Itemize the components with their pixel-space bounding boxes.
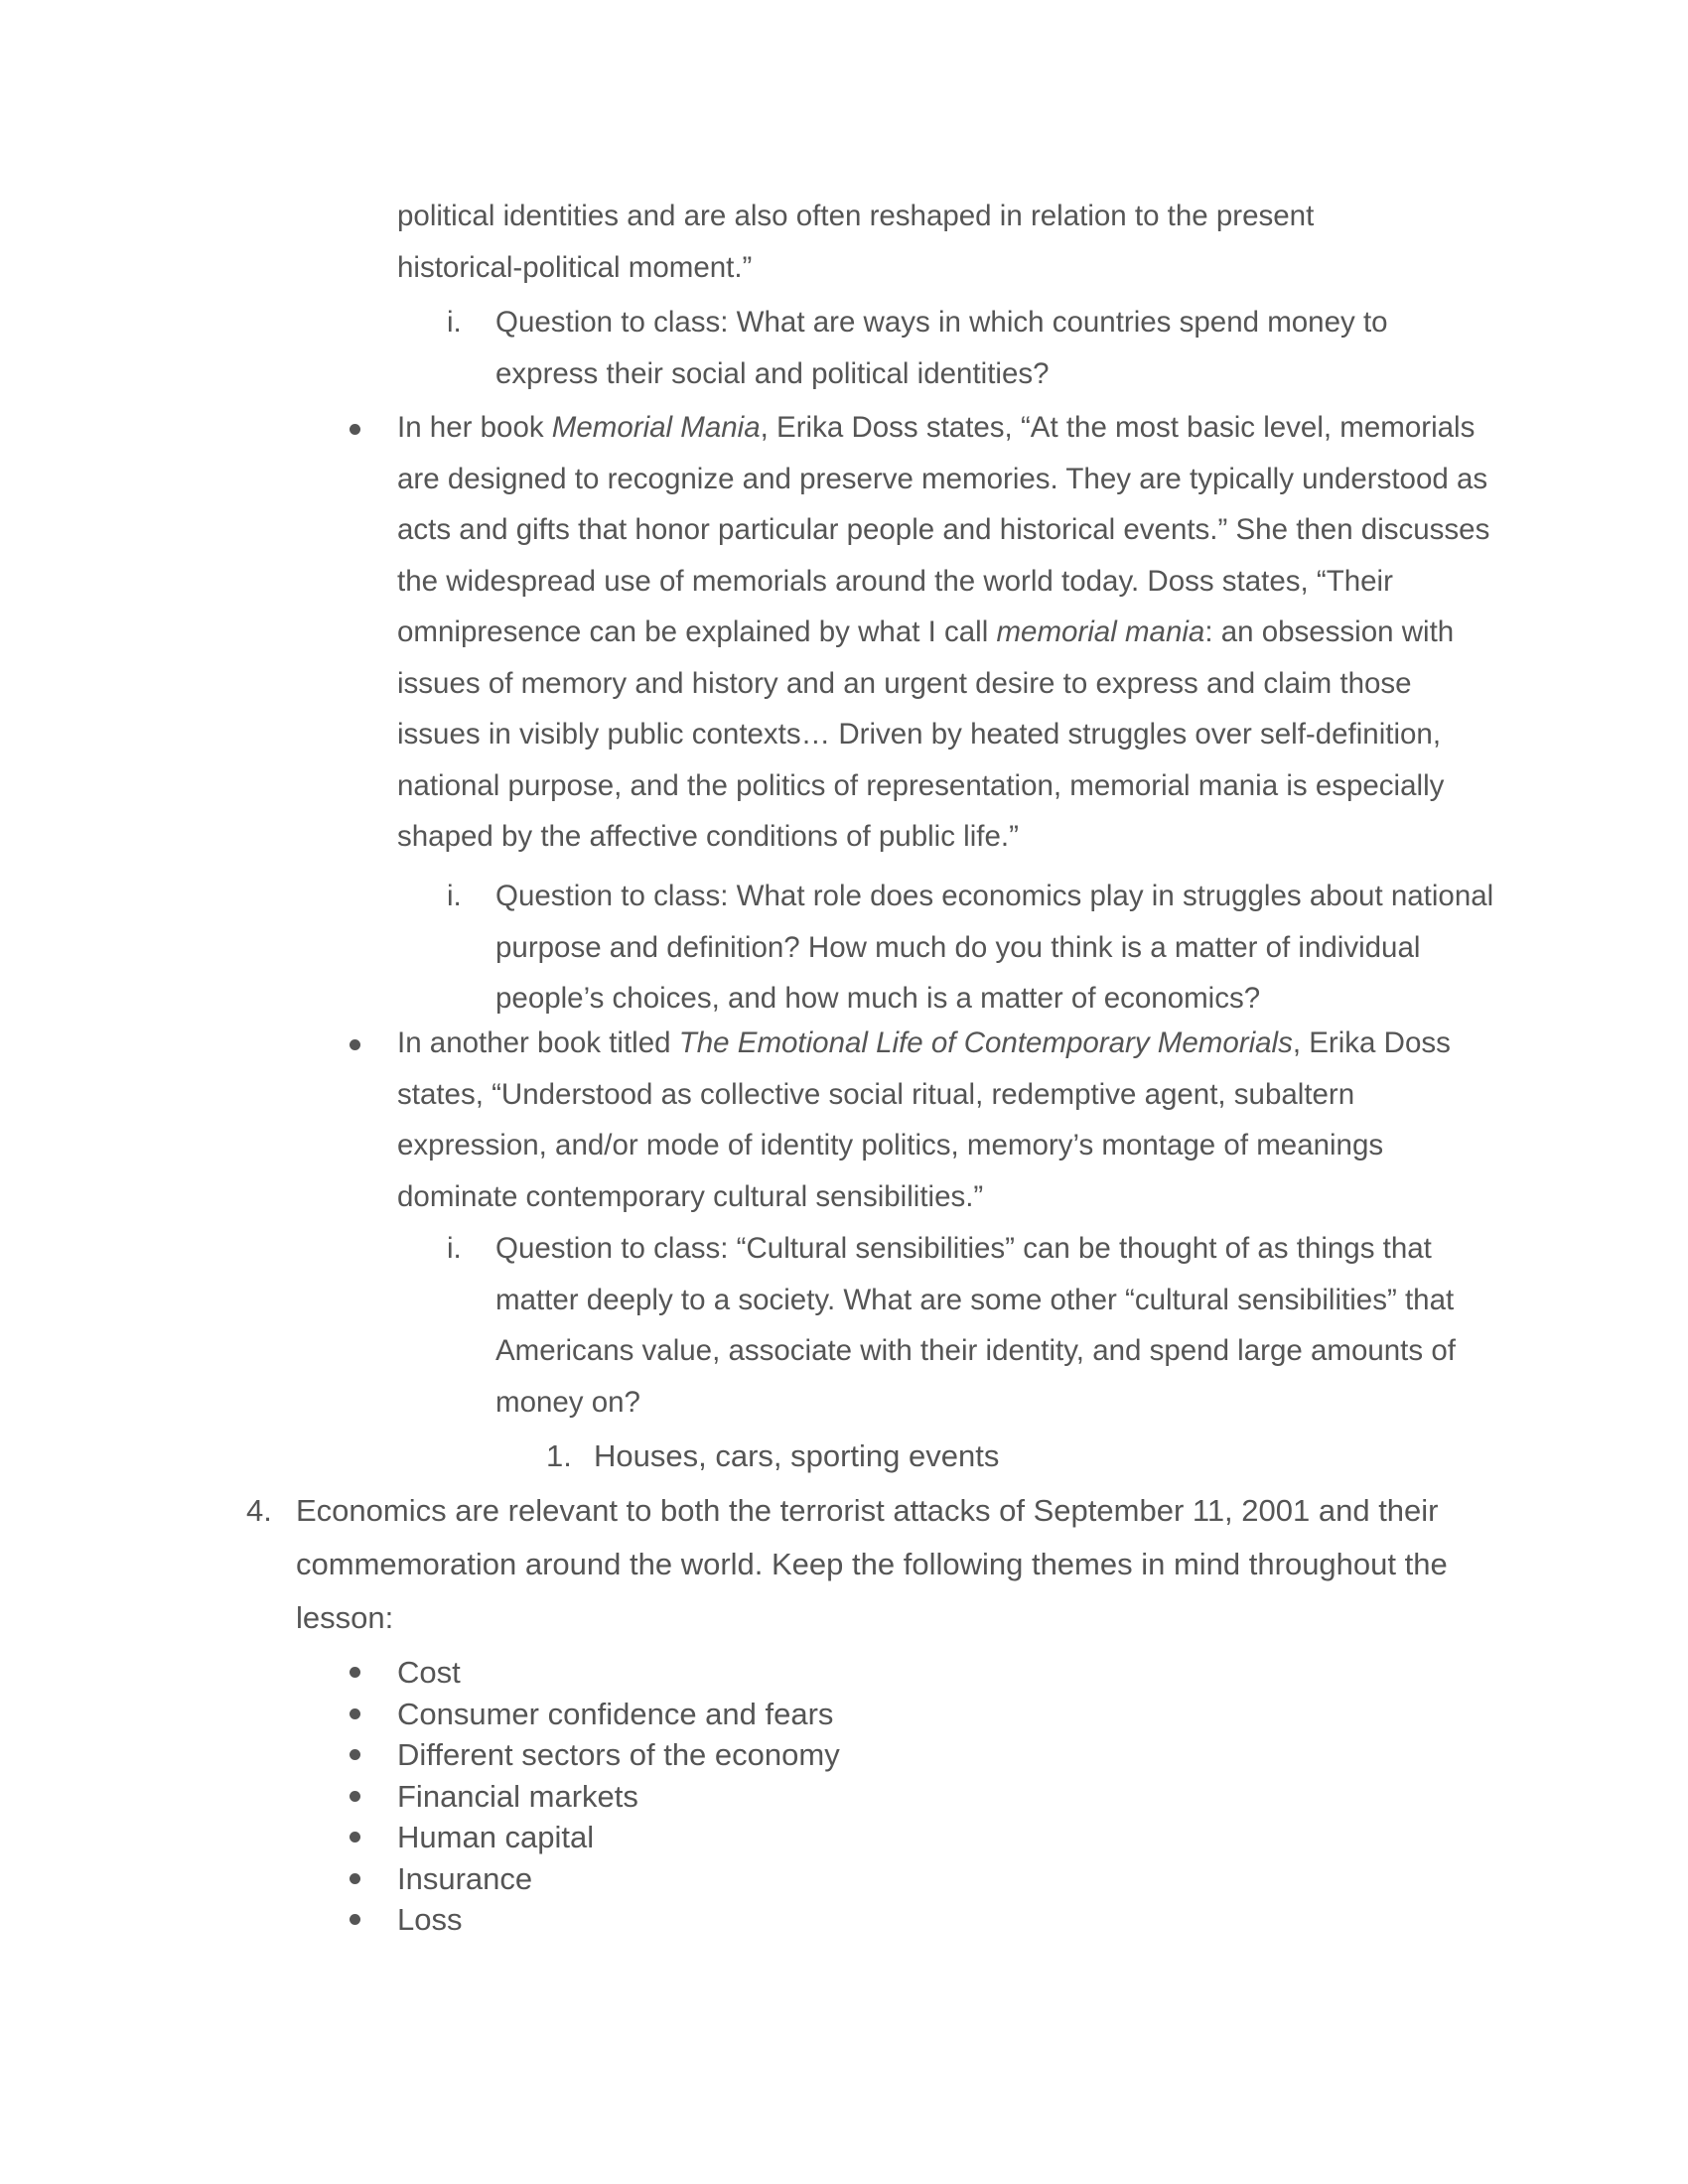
list-marker-number: 1. [546, 1438, 572, 1473]
bullet-memorial-mania [397, 402, 1489, 863]
bullet-icon [350, 1791, 360, 1802]
text-run: , Erika Doss states, “At the most basic level, memorials [760, 411, 1476, 444]
paragraph-line: issues in visibly public contexts… Driven by heated struggles over self-definition, [397, 718, 1442, 751]
bullet-icon [350, 1873, 360, 1884]
text-run: In her book [397, 411, 552, 444]
paragraph-line: Economics are relevant to both the terrorist attacks of September 11, 2001 and their [296, 1493, 1439, 1528]
theme-label: Different sectors of the economy [397, 1737, 840, 1772]
bullet-icon [350, 1914, 360, 1925]
theme-label: Financial markets [397, 1778, 638, 1814]
bullet-icon [350, 1667, 360, 1678]
continuation-paragraph [397, 191, 1314, 293]
paragraph-line: historical-political moment.” [397, 250, 753, 284]
paragraph-line: states, “Understood as collective social ritual, redemptive agent, subaltern [397, 1077, 1355, 1111]
theme-label: Human capital [397, 1820, 595, 1854]
emphasized-term: memorial mania [996, 615, 1205, 648]
list-marker-number: 4. [246, 1493, 272, 1528]
paragraph-line [397, 1018, 1451, 1069]
paragraph-line: national purpose, and the politics of representation, memorial mania is especially [397, 768, 1445, 802]
text-run: , Erika Doss [1292, 1026, 1451, 1059]
question-3 [495, 1223, 1456, 1428]
paragraph-line: the widespread use of memorials around the world today. Doss states, “Their [397, 564, 1393, 598]
theme-label: Insurance [397, 1860, 533, 1896]
question-1 [495, 297, 1388, 399]
answer-item [594, 1430, 999, 1483]
paragraph-line: acts and gifts that honor particular people and historical events.” She then discusses [397, 513, 1490, 546]
theme-label: Loss [397, 1902, 463, 1937]
question-line: purpose and definition? How much do you think is a matter of individual [495, 930, 1421, 964]
question-line: express their social and political identities? [495, 356, 1050, 390]
numbered-item-4 [296, 1484, 1448, 1645]
list-marker-roman: i. [447, 306, 462, 339]
answer-text: Houses, cars, sporting events [594, 1438, 1000, 1473]
bullet-icon [350, 424, 360, 435]
list-marker-roman: i. [447, 1232, 462, 1265]
question-line: money on? [495, 1385, 640, 1419]
theme-label: Cost [397, 1655, 461, 1690]
paragraph-line: political identities and are also often reshaped in relation to the present [397, 200, 1315, 232]
list-marker-roman: i. [447, 880, 462, 912]
paragraph-line: lesson: [296, 1600, 394, 1635]
paragraph-line: commemoration around the world. Keep the following themes in mind throughout the [296, 1547, 1448, 1581]
book-title: Memorial Mania [551, 411, 761, 444]
bullet-icon [350, 1708, 360, 1719]
book-title: The Emotional Life of Contemporary Memorials [678, 1026, 1293, 1059]
question-line: people’s choices, and how much is a matter of economics? [495, 982, 1261, 1015]
question-line: matter deeply to a society. What are some other “cultural sensibilities” that [495, 1283, 1455, 1316]
question-2 [495, 871, 1493, 1024]
paragraph-line: are designed to recognize and preserve memories. They are typically understood as [397, 462, 1488, 495]
text-run: omnipresence can be explained by what I call [397, 615, 997, 648]
paragraph-line: dominate contemporary cultural sensibilities.” [397, 1179, 984, 1213]
question-line: Question to class: What role does economics play in struggles about national [495, 880, 1494, 912]
text-run: In another book titled [397, 1026, 679, 1059]
question-line: Question to class: What are ways in which countries spend money to [495, 306, 1388, 339]
bullet-icon [350, 1039, 360, 1050]
bullet-icon [350, 1832, 360, 1843]
theme-label: Consumer confidence and fears [397, 1696, 834, 1731]
bullet-emotional-life [397, 1018, 1451, 1222]
question-line: Americans value, associate with their identity, and spend large amounts of [495, 1334, 1456, 1367]
paragraph-line: expression, and/or mode of identity politics, memory’s montage of meanings [397, 1129, 1384, 1161]
question-line: Question to class: “Cultural sensibilities” can be thought of as things that [495, 1232, 1432, 1265]
text-run: : an obsession with [1204, 615, 1455, 648]
paragraph-line: issues of memory and history and an urgent desire to express and claim those [397, 666, 1412, 700]
paragraph-line [397, 607, 1489, 658]
paragraph-line [397, 402, 1489, 454]
bullet-icon [350, 1749, 360, 1760]
paragraph-line: shaped by the affective conditions of public life.” [397, 820, 1019, 853]
